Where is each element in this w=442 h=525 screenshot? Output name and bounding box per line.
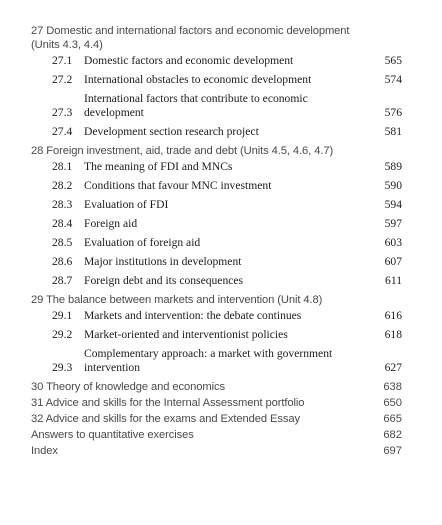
page-number: 590 <box>384 179 402 192</box>
section-title: Conditions that favour MNC investment <box>84 179 272 192</box>
page-number: 581 <box>384 125 402 138</box>
toc-section-entry[interactable] <box>31 125 402 139</box>
section-title: Complementary approach: a market with government intervention <box>84 347 333 374</box>
chapter-heading <box>31 428 378 442</box>
toc-chapter-entry[interactable] <box>31 412 402 426</box>
chapter-title: Theory of knowledge and economics <box>46 381 225 393</box>
section-number: 27.4 <box>52 125 73 138</box>
section-title: Domestic factors and economic development <box>84 54 294 67</box>
page-number: 611 <box>385 274 402 287</box>
toc-section-entry[interactable] <box>31 217 402 231</box>
page-number: 603 <box>384 236 402 249</box>
section-title: International factors that contribute to economic development <box>84 92 308 119</box>
section-number: 29.1 <box>52 309 73 322</box>
section-title: Foreign debt and its consequences <box>84 274 244 287</box>
chapter-number: 28 <box>31 145 44 157</box>
page-number: 565 <box>384 54 402 67</box>
chapter-heading <box>31 444 378 458</box>
page-number: 576 <box>384 106 402 119</box>
toc-chapter-entry[interactable] <box>31 396 402 410</box>
page-number: 607 <box>384 255 402 268</box>
section-number: 28.5 <box>52 236 73 249</box>
chapter-title: Foreign investment, aid, trade and debt (Units 4.5, 4.6, 4.7) <box>46 145 334 157</box>
toc-chapter-entry[interactable] <box>31 428 402 442</box>
page-number: 594 <box>384 198 402 211</box>
section-number: 28.4 <box>52 217 73 230</box>
toc-section-entry[interactable] <box>31 179 402 193</box>
page-number: 627 <box>384 361 402 374</box>
chapter-heading <box>31 380 378 394</box>
section-title: Evaluation of FDI <box>84 198 169 211</box>
page-number: 665 <box>383 413 402 425</box>
section-title: Major institutions in development <box>84 255 242 268</box>
toc-chapter-entry[interactable] <box>31 24 402 52</box>
chapter-heading <box>31 144 378 158</box>
toc-section-entry[interactable] <box>31 160 402 174</box>
chapter-title: Advice and skills for the Internal Assessment portfolio <box>45 397 305 409</box>
page-number: 597 <box>384 217 402 230</box>
page-number: 616 <box>384 309 402 322</box>
section-title: Markets and intervention: the debate continues <box>84 309 302 322</box>
toc-section-entry[interactable] <box>31 347 402 375</box>
page-number: 650 <box>383 397 402 409</box>
section-number: 27.2 <box>52 73 73 86</box>
toc-chapter-entry[interactable] <box>31 293 402 307</box>
section-number: 27.3 <box>52 106 73 119</box>
toc-section-entry[interactable] <box>31 236 402 250</box>
section-title: The meaning of FDI and MNCs <box>84 160 233 173</box>
toc-section-entry[interactable] <box>31 73 402 87</box>
toc-section-entry[interactable] <box>31 198 402 212</box>
section-number: 28.3 <box>52 198 73 211</box>
section-number: 28.7 <box>52 274 73 287</box>
section-title: Market-oriented and interventionist policies <box>84 328 288 341</box>
chapter-number: 32 <box>31 413 44 425</box>
section-number: 28.1 <box>52 160 73 173</box>
toc-section-entry[interactable] <box>31 92 402 120</box>
chapter-heading <box>31 396 378 410</box>
toc-section-entry[interactable] <box>31 328 402 342</box>
chapter-title: Answers to quantitative exercises <box>31 429 194 441</box>
section-number: 29.2 <box>52 328 73 341</box>
table-of-contents <box>31 24 402 460</box>
section-number: 27.1 <box>52 54 73 67</box>
page-number: 697 <box>383 445 402 457</box>
chapter-number: 29 <box>31 294 44 306</box>
chapter-title: Domestic and international factors and economic development (Units 4.3, 4.4) <box>31 25 350 51</box>
page-number: 618 <box>384 328 402 341</box>
section-title: Evaluation of foreign aid <box>84 236 201 249</box>
toc-section-entry[interactable] <box>31 274 402 288</box>
chapter-number: 31 <box>31 397 44 409</box>
chapter-heading <box>31 24 378 52</box>
page-number: 574 <box>384 73 402 86</box>
chapter-number: 27 <box>31 25 44 37</box>
toc-chapter-entry[interactable] <box>31 144 402 158</box>
chapter-number: 30 <box>31 381 44 393</box>
page-number: 638 <box>383 381 402 393</box>
section-title: Foreign aid <box>84 217 138 230</box>
chapter-title: Advice and skills for the exams and Extended Essay <box>45 413 300 425</box>
section-number: 28.6 <box>52 255 73 268</box>
chapter-title: The balance between markets and intervention (Unit 4.8) <box>46 294 323 306</box>
page-number: 682 <box>383 429 402 441</box>
page-number: 589 <box>384 160 402 173</box>
toc-section-entry[interactable] <box>31 54 402 68</box>
toc-chapter-entry[interactable] <box>31 444 402 458</box>
chapter-heading <box>31 293 378 307</box>
toc-section-entry[interactable] <box>31 255 402 269</box>
section-title: International obstacles to economic development <box>84 73 312 86</box>
section-number: 28.2 <box>52 179 73 192</box>
section-title: Development section research project <box>84 125 259 138</box>
toc-chapter-entry[interactable] <box>31 380 402 394</box>
toc-section-entry[interactable] <box>31 309 402 323</box>
chapter-title: Index <box>31 445 58 457</box>
section-number: 29.3 <box>52 361 73 374</box>
chapter-heading <box>31 412 378 426</box>
